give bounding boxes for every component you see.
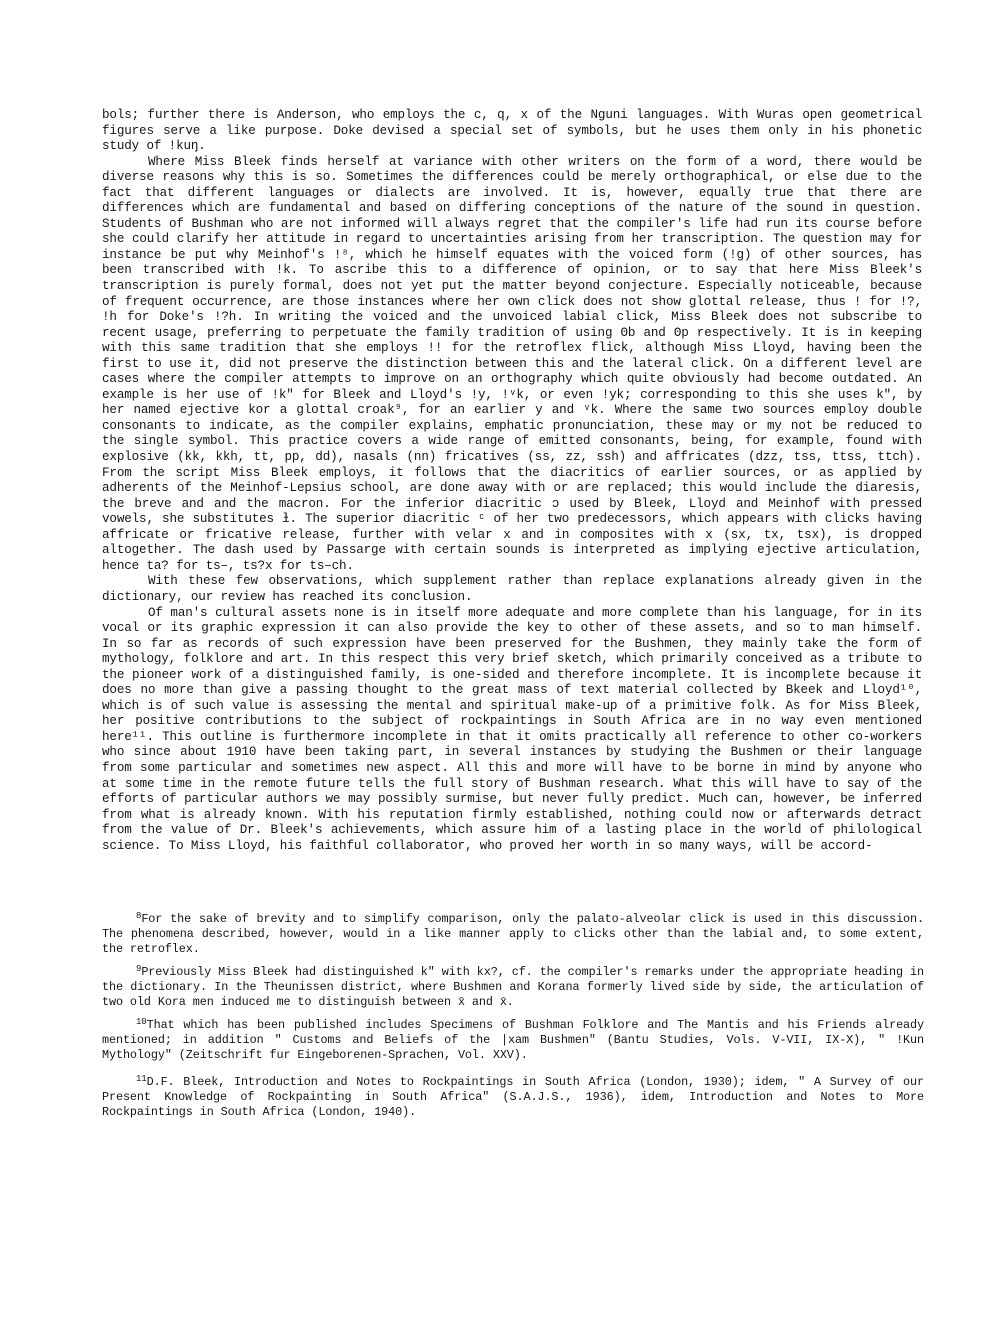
footnote-text: D.F. Bleek, Introduction and Notes to Rockpaintings in South Africa (London, 1930); idem, " A Survey of our Present Knowledge of Rockpainting in South Africa" (S.A.J.S., 1936), idem, Introduction and Notes to More Rockpaintings in South Africa (London, 1940). [102,1075,924,1119]
footnote-number: 11 [136,1074,147,1084]
paragraph-orthography-differences: Where Miss Bleek finds herself at variance with other writers on the form of a word, there would be diverse reasons why this is so. Sometimes the differences could be merely orthographical, or else due to the fact that different languages or dialects are involved. It is, however, equally true that there are differences which are fundamental and based on differing conceptions of the nature of the sound in question. Students of Bushman who are not informed will always regret that the compiler's life had run its course before she could clarify her attitude in regard to uncertainties arising from her transcription. The question may for instance be put why Meinhof's !⁸, which he himself equates with the voiced form (!g) of other sources, has been transcribed with !k. To ascribe this to a difference of opinion, or to say that here Miss Bleek's transcription is purely formal, does not yet put the matter beyond conjecture. Especially noticeable, because of frequent occurrence, are those instances where her own click does not show glottal release, thus ! for !?, !h for Doke's !?h. In writing the voiced and the unvoiced labial click, Miss Bleek does not subscribe to recent usage, preferring to perpetuate the family tradition of using ʘb and ʘp respectively. It is in keeping with this same tradition that she employs !! for the retroflex flick, although Miss Lloyd, having been the first to use it, did not preserve the distinction between this and the lateral click. On a different level are cases where the compiler attempts to improve on an orthography which quite obviously had become outdated. An example is her use of !k" for Bleek and Lloyd's !y, !ᵛk, or even !yk; corresponding to this she uses k", by her named ejective kor a glottal croak⁹, for an earlier y and ᵛk. Where the same two sources employ double consonants to indicate, as the compiler explains, emphatic pronunciation, these may or my not be reduced to the single symbol. This practice covers a wide range of emitted consonants, being, for example, found with explosive (kk, kkh, tt, pp, dd), nasals (nn) fricatives (ss, zz, ssh) and affricates (dzz, tss, ttss, ttch). From the script Miss Bleek employs, it follows that the diacritics of earlier sources, or as applied by adherents of the Meinhof-Lepsius school, are done away with or are replaced; this would include the diaresis, the breve and and the macron. For the inferior diacritic ɔ used by Bleek, Lloyd and Meinhof with pressed vowels, she substitutes ɫ. The superior diacritic ᶜ of her two predecessors, which appears with clicks having affricate or fricative release, further with velar x and in composites with x (sx, tx, tsx), is dropped altogether. The dash used by Passarge with certain sounds is interpreted as implying ejective articulation, hence ta? for ts–, ts?x for ts–ch. [102,154,922,573]
footnote-10 [102,1018,924,1063]
footnote-9 [102,965,924,1010]
footnote-text: That which has been published includes Specimens of Bushman Folklore and The Mantis and his Friends already mentioned; in addition " Customs and Beliefs of the |xam Bushmen" (Bantu Studies, Vols. V-VII, IX-X), " !Kun Mythology" (Zeitschrift fur Eingeborenen-Sprachen, Vol. XXV). [102,1018,924,1062]
footnote-8 [102,912,924,957]
body-text [102,108,922,854]
footnote-11 [102,1075,924,1120]
paragraph-continuation: bols; further there is Anderson, who employs the c, q, x of the Nguni languages. With Wuras open geometrical figures serve a like purpose. Doke devised a special set of symbols, but he uses them only in his phonetic study of !kuŋ. [102,108,922,154]
footnote-number: 8 [136,911,142,921]
paragraph-cultural-assets: Of man's cultural assets none is in itself more adequate and more complete than his language, for in its vocal or its graphic expression it can also provide the key to other of these assets, and so to man himself. In so far as records of such expression have been preserved for the Bushmen, they mainly take the form of mythology, folklore and art. In this respect this very brief sketch, which primarily conceived as a tribute to the pioneer work of a distinguished family, is one-sided and therefore incomplete. It is incomplete because it does no more than give a passing thought to the great mass of text material collected by Bkeek and Lloyd¹⁰, which is of such value is assessing the mental and spiritual make-up of a primitive folk. As for Miss Bleek, her positive contributions to the subject of rockpaintings in South Africa are in no way even mentioned here¹¹. This outline is furthermore incomplete in that it omits practically all reference to other co-workers who since about 1910 have been taking part, in several instances by studying the Bushmen or their language from some particular and sometimes new aspect. All this and more will have to be borne in mind by anyone who at some time in the remote future tells the full story of Bushman research. What this will have to say of the efforts of particular authors we may possibly surmise, but never fully predict. Much can, however, be inferred from what is already known. With his reputation firmly established, nothing could now or afterwards detract from the value of Dr. Bleek's achievements, which assure him of a lasting place in the world of philological science. To Miss Lloyd, his faithful collaborator, who proved her worth in so many ways, will be accord- [102,605,922,853]
footnote-number: 10 [136,1017,147,1027]
paragraph-conclusion-review: With these few observations, which supplement rather than replace explanations already given in the dictionary, our review has reached its conclusion. [102,574,922,604]
footnote-number: 9 [136,964,142,974]
footnotes [102,912,924,1128]
footnote-text: Previously Miss Bleek had distinguished k" with kx?, cf. the compiler's remarks under the appropriate heading in the dictionary. In the Theunissen district, where Bushmen and Korana formerly lived side by side, the articulation of two old Kora men induced me to distinguish between x̄ and x̄. [102,965,924,1009]
footnote-text: For the sake of brevity and to simplify comparison, only the palato-alveolar click is used in this discussion. The phenomena described, however, would in a like manner apply to clicks other than the labial and, to some extent, the retroflex. [102,912,924,956]
